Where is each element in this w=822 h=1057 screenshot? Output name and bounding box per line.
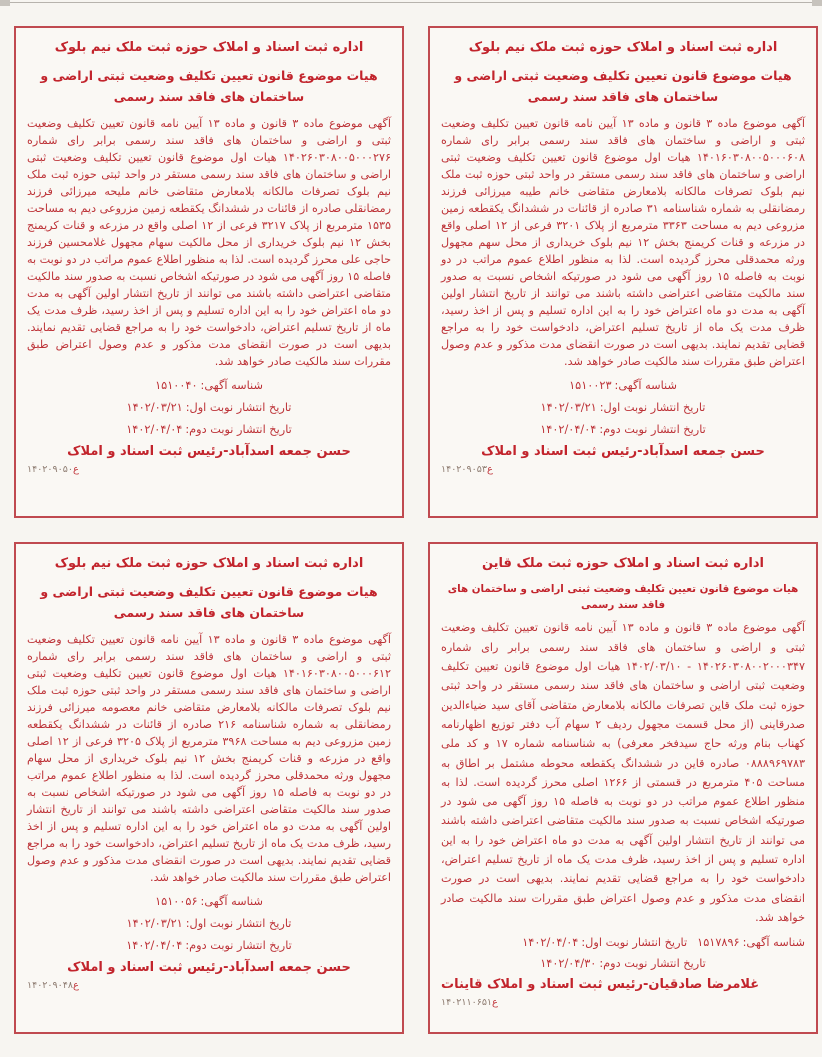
pub-first-line bbox=[27, 913, 391, 935]
pub-first-label: تاریخ انتشار نوبت اول: bbox=[185, 917, 292, 931]
signature-line: حسن جمعه اسدآباد-رئیس ثبت اسناد و املاک bbox=[481, 444, 765, 460]
signature-line: حسن جمعه اسدآباد-رئیس ثبت اسناد و املاک bbox=[67, 960, 351, 976]
notices-grid bbox=[14, 26, 818, 1034]
ad-id-label: شناسه آگهی: bbox=[200, 895, 263, 909]
page-top-rule bbox=[0, 2, 822, 3]
crop-mark-right bbox=[812, 0, 822, 6]
notice-body: آگهی موضوع ماده ۳ قانون و ماده ۱۳ آیین نامه قانون تعیین تکلیف وضعیت ثبتی و اراضی و ساختمان های فاقد سند رسمی برابر رای شماره ۱۴۰۱۶۰۳۰۸۰۰۵۰۰۰۶۰۸ هیات اول موضوع قانون تعیین تکلیف وضعیت ثبتی اراضی و ساختمان های فاقد سند رسمی مستقر در واحد ثبتی حوزه ثبت ملک نیم بلوک تصرفات مالکانه بلامعارض متقاضی خانم طیبه میرزائی فرزند رمضانقلی به شماره شناسنامه ۳۱ صادره از قائنات در ششدانگ یکقطعه زمین مزروعی دیم به مساحت ۳۳۶۳ مترمربع از پلاک ۳۲۰۱ فرعی از ۱۲ اصلی واقع در مزرعه و قنات کریمنج بخش ۱۲ نیم بلوک خریداری از محل سهم مجهول ورثه محمدقلی محرز گردیده است. لذا به منظور اطلاع عموم مراتب در دو نوبت به فاصله ۱۵ روز آگهی می شود در صورتیکه اشخاص نسبت به صدور سند مالکیت متقاضی اعتراضی داشته باشند می توانند از تاریخ انتشار اولین آگهی به مدت دو ماه اعتراض خود را به این اداره تسلیم و پس از اخذ رسید، ظرف مدت یک ماه از تاریخ تسلیم اعتراض، دادخواست خود را به مراجع قضایی تقدیم نمایند. بدیهی است در صورت انقضای مدت مذکور و عدم وصول اعتراض طبق مقررات سند مالکیت صادر خواهد شد. bbox=[441, 117, 806, 369]
pub-second-line bbox=[441, 953, 805, 974]
pub-first-label: تاریخ انتشار نوبت اول: bbox=[581, 936, 688, 950]
registration-code bbox=[441, 996, 805, 1009]
signature-line: حسن جمعه اسدآباد-رئیس ثبت اسناد و املاک bbox=[67, 444, 351, 460]
legal-notice-bottom-left bbox=[14, 542, 404, 1034]
code-letter: ع bbox=[72, 464, 79, 476]
notice-meta bbox=[441, 932, 805, 974]
registration-code bbox=[27, 979, 391, 992]
notice-subtitle: هیات موضوع قانون تعیین تکلیف وضعیت ثبتی اراضی و ساختمان های فاقد سند رسمی bbox=[40, 67, 378, 105]
pub-first-value: ۱۴۰۲/۰۳/۲۱ bbox=[126, 401, 183, 415]
ad-id-line bbox=[441, 375, 805, 397]
ad-id-value: ۱۵۱۷۸۹۶ bbox=[697, 936, 740, 950]
notice-body: آگهی موضوع ماده ۳ قانون و ماده ۱۳ آیین نامه قانون تعیین تکلیف وضعیت ثبتی و اراضی و ساختمان های فاقد سند رسمی برابر رای شماره ۱۴۰۲۶۰۳۰۸۰۰۵۰۰۰۲۷۶ هیات اول موضوع قانون تعیین تکلیف وضعیت ثبتی اراضی و ساختمان های فاقد سند رسمی مستقر در واحد ثبتی حوزه ثبت ملک نیم بلوک تصرفات مالکانه بلامعارض متقاضی خانم ملیحه میرزائی فرزند رمضانقلی صادره از قائنات در ششدانگ یکقطعه زمین مزروعی دیم به مساحت ۱۵۳۵ مترمربع از پلاک ۳۲۱۷ فرعی از ۱۲ اصلی واقع در مزرعه و قنات کریمنج بخش ۱۲ نیم بلوک خریداری از محل مالکیت سهام مجهول غلامحسین فرزند حاجی علی محرز گردیده است. لذا به منظور اطلاع عموم مراتب در دو نوبت به فاصله ۱۵ روز آگهی می شود در صورتیکه اشخاص نسبت به صدور سند مالکیت متقاضی اعتراضی داشته باشند می توانند از تاریخ انتشار اولین آگهی به مدت دو ماه اعتراض خود را به این اداره تسلیم و پس از اخذ رسید، ظرف مدت یک ماه از تاریخ تسلیم اعتراض، دادخواست خود را به مراجع قضایی تقدیم نمایند. بدیهی است در صورت انقضای مدت مذکور و عدم وصول اعتراض طبق مقررات سند مالکیت صادر خواهد شد. bbox=[27, 117, 392, 369]
notice-subtitle: هیات موضوع قانون تعیین تکلیف وضعیت ثبتی اراضی و ساختمان های فاقد سند رسمی bbox=[447, 582, 799, 611]
code-number: ۱۴۰۲۰۹۰۵۰ bbox=[27, 464, 73, 476]
code-number: ۱۴۰۲۰۹۰۵۳ bbox=[441, 464, 487, 476]
pub-second-label: تاریخ انتشار نوبت دوم: bbox=[185, 423, 292, 437]
ad-id-value: ۱۵۱۰۰۵۶ bbox=[155, 895, 198, 909]
legal-notice-top-right bbox=[428, 26, 818, 518]
notice-body: آگهی موضوع ماده ۳ قانون و ماده ۱۳ آیین نامه قانون تعیین تکلیف وضعیت ثبتی و اراضی و ساختمان های فاقد سند رسمی برابر رای شماره ۱۴۰۱۶۰۳۰۸۰۰۵۰۰۰۶۱۲ هیات اول موضوع قانون تعیین تکلیف وضعیت ثبتی اراضی و ساختمان های فاقد سند رسمی مستقر در واحد ثبتی حوزه ثبت ملک نیم بلوک تصرفات مالکانه بلامعارض متقاضی خانم معصومه میرزائی فرزند رمضانقلی به شماره شناسنامه ۲۱۶ صادره از قائنات در ششدانگ یکقطعه زمین مزروعی دیم به مساحت ۳۹۶۸ مترمربع از پلاک ۳۲۰۵ فرعی از ۱۲ اصلی واقع در مزرعه و قنات کریمنج بخش ۱۲ نیم بلوک خریداری از محل سهام مجهول ورثه محمدقلی محرز گردیده است. لذا به منظور اطلاع عموم مراتب در دو نوبت به فاصله ۱۵ روز آگهی می شود در صورتیکه اشخاص نسبت به صدور سند مالکیت متقاضی اعتراضی داشته باشند می توانند از تاریخ انتشار اولین آگهی به مدت دو ماه اعتراض خود را به این اداره تسلیم و پس از اخذ رسید، ظرف مدت یک ماه از تاریخ تسلیم اعتراض، دادخواست خود را به مراجع قضایی تقدیم نمایند. بدیهی است در صورت انقضای مدت مذکور و عدم وصول اعتراض طبق مقررات سند مالکیت صادر خواهد شد. bbox=[27, 633, 392, 885]
pub-second-value: ۱۴۰۲/۰۴/۰۴ bbox=[126, 939, 183, 953]
pub-second-label: تاریخ انتشار نوبت دوم: bbox=[599, 423, 706, 437]
notice-meta bbox=[27, 891, 391, 957]
ad-id-and-pub-first-line bbox=[441, 932, 805, 953]
pub-first-value: ۱۴۰۲/۰۴/۰۴ bbox=[522, 936, 579, 950]
pub-first-line bbox=[441, 397, 805, 419]
crop-mark-left bbox=[0, 0, 10, 6]
notice-title: اداره ثبت اسناد و املاک حوزه ثبت ملک قاین bbox=[481, 556, 765, 571]
notice-title: اداره ثبت اسناد و املاک حوزه ثبت ملک نیم بلوک bbox=[54, 40, 364, 55]
pub-first-value: ۱۴۰۲/۰۳/۲۱ bbox=[126, 917, 183, 931]
legal-notice-top-left bbox=[14, 26, 404, 518]
notice-meta bbox=[441, 375, 805, 441]
ad-id-line bbox=[27, 375, 391, 397]
registration-code bbox=[27, 463, 391, 476]
ad-id-label: شناسه آگهی: bbox=[742, 936, 805, 950]
pub-second-line bbox=[27, 935, 391, 957]
pub-second-value: ۱۴۰۲/۰۴/۰۴ bbox=[126, 423, 183, 437]
notice-subtitle: هیات موضوع قانون تعیین تکلیف وضعیت ثبتی اراضی و ساختمان های فاقد سند رسمی bbox=[40, 583, 378, 621]
ad-id-label: شناسه آگهی: bbox=[614, 379, 677, 393]
pub-second-line bbox=[27, 419, 391, 441]
ad-id-value: ۱۵۱۰۰۲۳ bbox=[569, 379, 612, 393]
pub-first-value: ۱۴۰۲/۰۳/۲۱ bbox=[540, 401, 597, 415]
code-letter: ع bbox=[486, 464, 493, 476]
ad-id-label: شناسه آگهی: bbox=[200, 379, 263, 393]
registration-code bbox=[441, 463, 805, 476]
notice-body: آگهی موضوع ماده ۳ قانون و ماده ۱۳ آیین نامه قانون تعیین تکلیف وضعیت ثبتی و اراضی و ساختمان های فاقد سند رسمی برابر رای شماره ۱۴۰۲۶۰۳۰۸۰۰۲۰۰۰۳۴۷ - ۱۴۰۲/۰۳/۱۰ هیات اول موضوع قانون تعیین تکلیف وضعیت ثبتی اراضی و ساختمان های فاقد سند رسمی مستقر در واحد ثبتی حوزه ثبت ملک قاین تصرفات مالکانه بلامعارض متقاضی آقای سید ضیاءالدین صدرقاینی (از محل قسمت مجهول ردیف ۲ سهام آب دفتر توزیع اظهارنامه کهناب بنام ورثه حاج سیدفخر معرفی) به شناسنامه شماره ۱۷ و کد ملی ۰۸۸۸۹۶۹۷۸۳ صادره قاین در ششدانگ یکقطعه محوطه مشتمل بر اطاق به مساحت ۴۰۵ مترمربع در قسمتی از ۱۲۶۶ اصلی محرز گردیده است. لذا به منظور اطلاع عموم مراتب در دو نوبت به فاصله ۱۵ روز آگهی می شود در صورتیکه اشخاص نسبت به صدور سند مالکیت متقاضی اعتراضی داشته باشند می توانند از تاریخ انتشار اولین آگهی به مدت دو ماه اعتراض خود را به این اداره تسلیم و پس از اخذ رسید، ظرف مدت یک ماه از تاریخ تسلیم اعتراض، دادخواست خود را به مراجع قضایی تقدیم نمایند. بدیهی است در صورت انقضای مدت مذکور و عدم وصول اعتراض طبق مقررات سند مالکیت صادر خواهد شد. bbox=[441, 621, 805, 924]
pub-first-label: تاریخ انتشار نوبت اول: bbox=[185, 401, 292, 415]
pub-second-line bbox=[441, 419, 805, 441]
code-letter: ع bbox=[72, 980, 79, 992]
code-number: ۱۴۰۲۱۱۰۶۵۱ bbox=[441, 997, 493, 1009]
pub-second-label: تاریخ انتشار نوبت دوم: bbox=[185, 939, 292, 953]
signature-line: غلامرضا صادقیان-رئیس ثبت اسناد و املاک قاینات bbox=[441, 977, 760, 993]
notice-subtitle: هیات موضوع قانون تعیین تکلیف وضعیت ثبتی اراضی و ساختمان های فاقد سند رسمی bbox=[454, 67, 792, 105]
pub-first-line bbox=[27, 397, 391, 419]
pub-second-label: تاریخ انتشار نوبت دوم: bbox=[599, 957, 706, 971]
notice-meta bbox=[27, 375, 391, 441]
notice-title: اداره ثبت اسناد و املاک حوزه ثبت ملک نیم بلوک bbox=[54, 556, 364, 571]
ad-id-line bbox=[27, 891, 391, 913]
code-letter: ع bbox=[492, 997, 498, 1009]
notice-title: اداره ثبت اسناد و املاک حوزه ثبت ملک نیم بلوک bbox=[468, 40, 778, 55]
pub-first-label: تاریخ انتشار نوبت اول: bbox=[599, 401, 706, 415]
legal-notice-bottom-right bbox=[428, 542, 818, 1034]
code-number: ۱۴۰۲۰۹۰۴۸ bbox=[27, 980, 73, 992]
ad-id-value: ۱۵۱۰۰۴۰ bbox=[155, 379, 198, 393]
pub-second-value: ۱۴۰۲/۰۴/۳۰ bbox=[540, 957, 597, 971]
pub-second-value: ۱۴۰۲/۰۴/۰۴ bbox=[540, 423, 597, 437]
